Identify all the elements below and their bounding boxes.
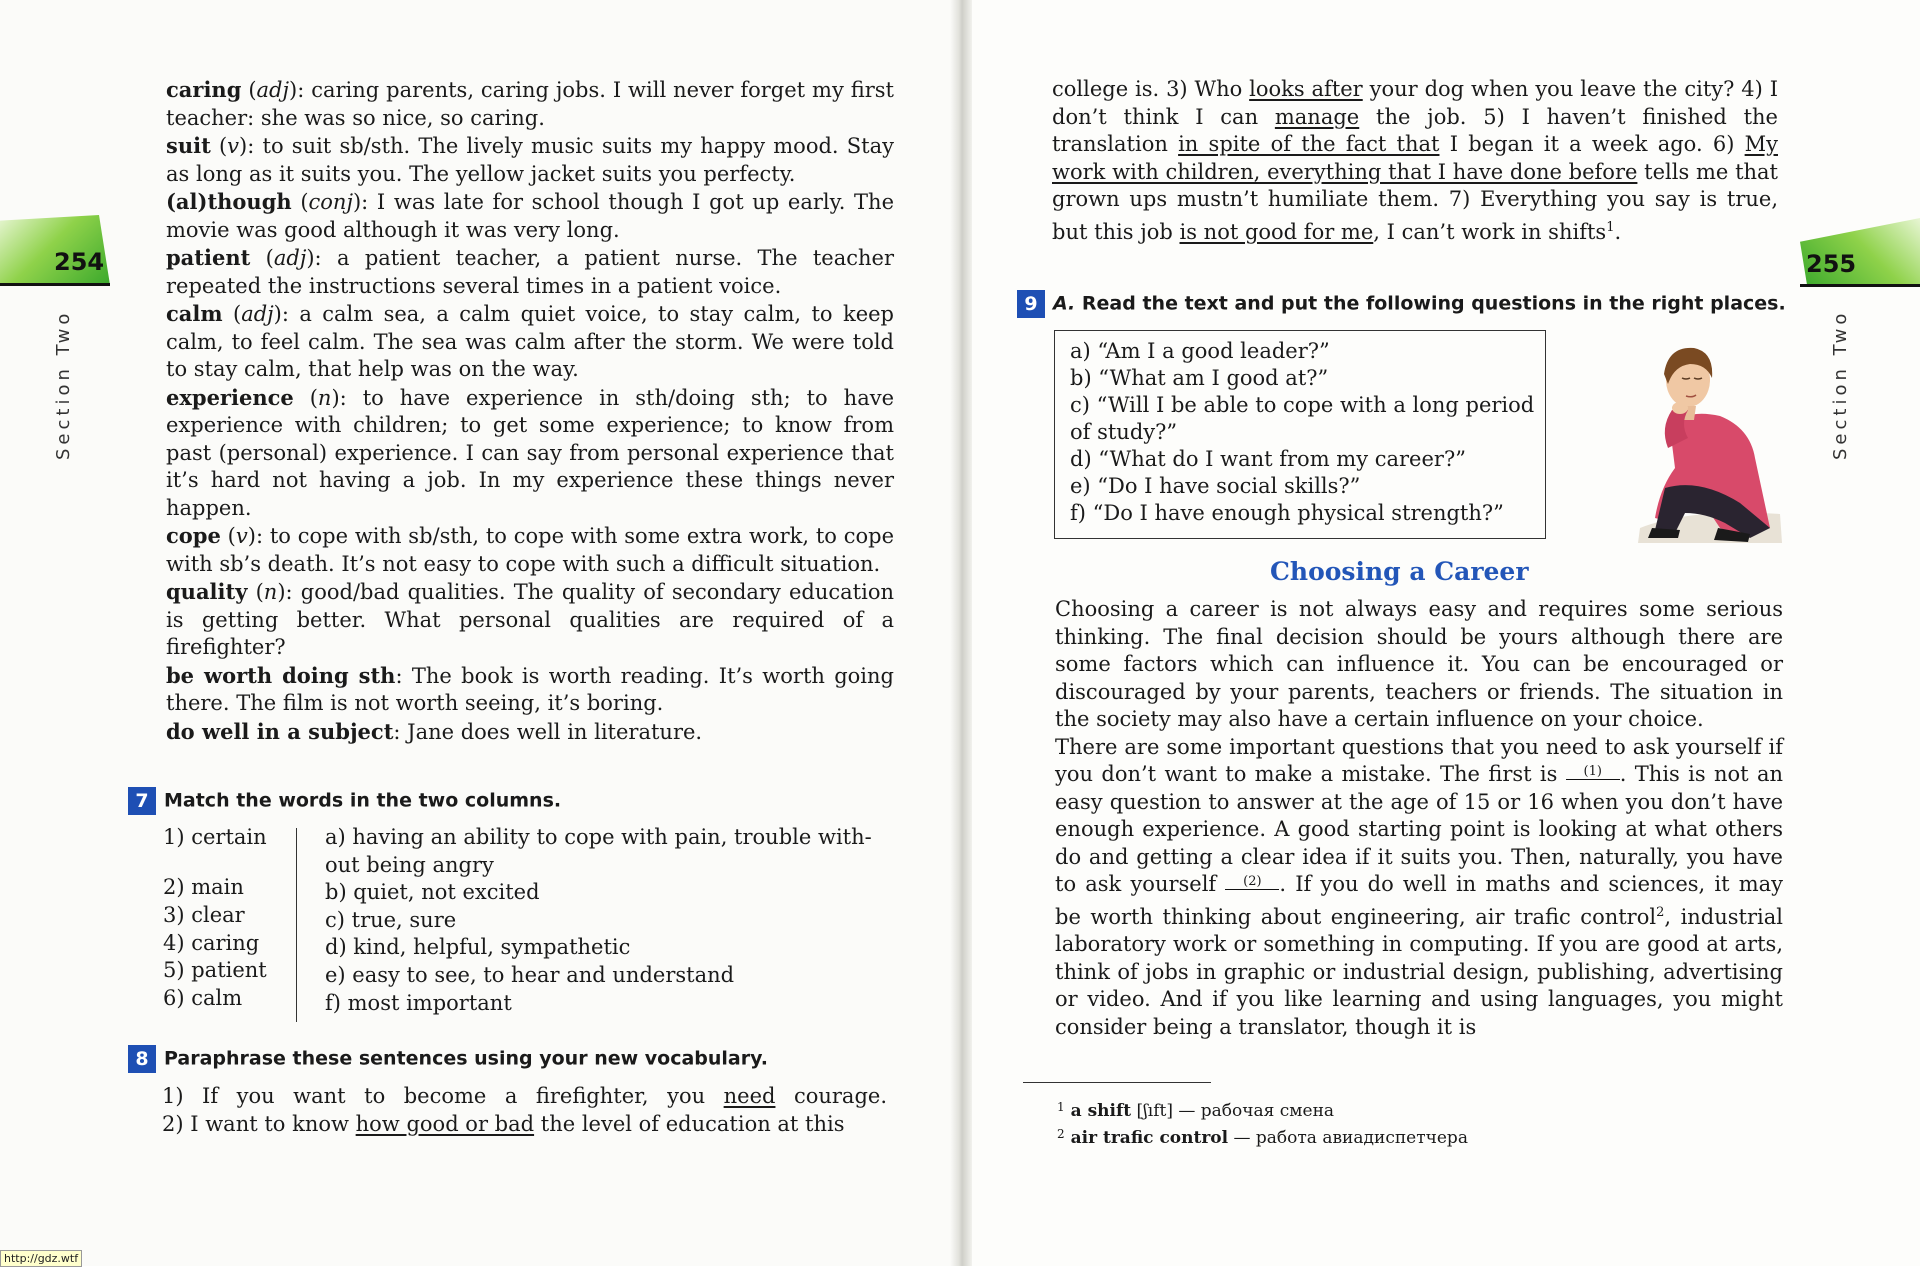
page-number-right: 255: [1806, 250, 1857, 278]
vocab-entry: quality (n): good/bad qualities. The quality of secondary education is getting better. What personal qualities are required of a firefighter?: [166, 579, 894, 659]
match-right-item: c) true, sure: [325, 907, 457, 932]
vocab-definition: : I was late for school though I got up early. The movie was good although it was very long.: [166, 190, 894, 242]
questions-list: [1070, 338, 1540, 527]
vocab-definition: : caring parents, caring jobs. I will never forget my first teacher: she was so nice, so caring.: [166, 78, 894, 130]
article-body: [1055, 596, 1783, 1041]
book-spine: [950, 0, 972, 1266]
question-item: e) “Do I have social skills?”: [1070, 474, 1361, 498]
vocab-entry: experience (n): to have experience in sth/doing sth; to have experience with children; to get some experience; to know from past (personal) experience. I can say from personal experience that it’s hard not having a job. In my experience these things never happen.: [166, 384, 894, 520]
vocab-entry: (al)though (conj): I was late for school though I got up early. The movie was good although it was very long.: [166, 189, 894, 242]
vocab-headword: do well in a subject: [166, 718, 394, 744]
match-left-item: 2) main: [163, 875, 244, 900]
footnote-text: — работа авиадиспетчера: [1228, 1128, 1468, 1148]
task-9-badge: 9: [1017, 290, 1045, 318]
vocab-entry: [166, 718, 894, 747]
vocab-definition: : a patient teacher, a patient nurse. The teacher repeated the instructions several times in a patient voice.: [166, 246, 894, 298]
footnote-term: a shift: [1070, 1101, 1132, 1121]
left-tab-rule: [0, 283, 110, 286]
vocab-entry: suit (v): to suit sb/sth. The lively music suits my happy mood. Stay as long as it suits you. The yellow jacket suits you perfecty.: [166, 133, 894, 186]
footnote-mark: 1: [1057, 1100, 1065, 1114]
match-right-item: d) kind, helpful, sympathetic: [325, 935, 631, 960]
match-right-column: [325, 824, 897, 1017]
vocab-part-of-speech: adj: [241, 302, 274, 326]
task-8-instruction: Paraphrase these sentences using your new vocabulary.: [164, 1047, 768, 1070]
match-right-item: b) quiet, not excited: [325, 880, 540, 905]
task-8-continuation: college is. 3) Who looks after your dog when you leave the city? 4) I don’t think I can manage the job. 5) I haven’t finished the translation in spite of the fact that I began it a week ago. 6) My work with children, everything that I have done before tells me that grown ups mustn’t humiliate them. 7) Everything you say is true, but this job is not good for me, I can’t work in shifts$^1$.: [1052, 77, 1778, 244]
page-number-left: 254: [54, 248, 105, 276]
match-left-item: 5) patient: [163, 958, 267, 983]
task-8-sentence-2: 2) I want to know how good or bad the level of education at this: [162, 1111, 845, 1136]
task-7-badge: 7: [128, 787, 156, 815]
footnote-rule: [1023, 1082, 1211, 1083]
match-column-divider: [296, 828, 297, 1022]
task-9-heading: [1017, 290, 1786, 318]
vocab-definition: : to suit sb/sth. The lively music suits my happy mood. Stay as long as it suits you. The yellow jacket suits you perfecty.: [166, 134, 894, 186]
article-title: Choosing a Career: [1270, 557, 1529, 586]
task-7-instruction: Match the words in the two columns.: [164, 789, 562, 812]
vocab-entry: patient (adj): a patient teacher, a patient nurse. The teacher repeated the instructions several times in a patient voice.: [166, 245, 894, 298]
match-right-item: a) having an ability to cope with pain, trouble with-: [325, 825, 872, 849]
vocab-headword: caring: [166, 77, 242, 102]
match-left-item: [163, 852, 293, 875]
vocab-part-of-speech: conj: [308, 190, 353, 214]
task-8-sentence-1: 1) If you want to become a firefighter, you need courage.: [162, 1084, 887, 1108]
vocab-entry: [166, 662, 894, 718]
question-item: f) “Do I have enough physical strength?”: [1070, 501, 1504, 525]
article-paragraph-2: There are some important questions that you need to ask yourself if you don’t want to make a mistake. The first is (1) . This is not an easy question to answer at the age of 15 or 16 when you don’t have enough experience. A good starting point is looking at what others do and getting a clear idea if it suits you. Then, naturally, you have to ask yourself (2) . If you do well in maths and sciences, it may be worth thinking about engineering, air trafic control$^2$, industrial laboratory work or something in computing. If you are good at arts, think of jobs in graphic or industrial design, publishing, advertising or video. And if you like learning and using languages, you might consider being a translator, though it is: [1055, 734, 1783, 1039]
vocab-headword: calm: [166, 301, 223, 326]
watermark-link[interactable]: http://gdz.wtf: [0, 1250, 82, 1267]
vocab-headword: cope: [166, 523, 221, 548]
section-label-left: Section Two: [53, 309, 74, 460]
match-left-item: 6) calm: [163, 985, 243, 1010]
footnote-mark: 2: [1057, 1127, 1065, 1141]
vocab-part-of-speech: v: [227, 134, 240, 158]
article-paragraph-1: Choosing a career is not always easy and requires some serious thinking. The final decision should be yours although there are some factors which can influence it. You can be encouraged or discouraged by your parents, teachers or friends. The situation in the society may also have a certain influence on your choice.: [1055, 597, 1783, 731]
question-item: d) “What do I want from my career?”: [1070, 447, 1466, 471]
vocab-headword: be worth doing sth: [166, 662, 396, 688]
match-left-item: 1) certain: [163, 825, 267, 849]
vocab-entry: calm (adj): a calm sea, a calm quiet voice, to stay calm, to keep calm, to feel calm. The sea was calm after the storm. We were told to stay calm, that help was on the way.: [166, 301, 894, 381]
task-8-badge: 8: [128, 1045, 156, 1073]
thinking-boy-illustration: [1630, 338, 1788, 543]
vocab-entry: cope (v): to cope with sb/sth, to cope with some extra work, to cope with sb’s death. It’s not easy to cope with such a difficult situation.: [166, 523, 894, 576]
vocab-definition: : Jane does well in literature.: [393, 719, 703, 744]
task-8-heading: [128, 1045, 768, 1073]
question-item: c) “Will I be able to cope with a long period: [1070, 393, 1535, 417]
vocab-headword: experience: [166, 384, 294, 410]
vocab-definition: : to cope with sb/sth, to cope with some extra work, to cope with sb’s death. It’s not easy to cope with such a difficult situation.: [166, 524, 894, 576]
vocab-part-of-speech: n: [317, 385, 332, 410]
footnote-term: air trafic control: [1070, 1128, 1229, 1148]
footnote-text: [ʃıft] — рабочая смена: [1131, 1101, 1335, 1121]
vocab-definition: : to have experience in sth/doing sth; to have experience with children; to get some experience; to know from past (personal) experience. I can say from personal experience that it’s hard not having a job. In my experience these things never happen.: [166, 385, 894, 520]
vocab-definition: : The book is worth reading. It’s worth going there. The film is not worth seeing, it’s boring.: [166, 663, 894, 715]
task-8-sentences: [162, 1083, 887, 1138]
vocab-headword: suit: [166, 133, 211, 158]
vocab-entry: caring (adj): caring parents, caring jobs. I will never forget my first teacher: she was so nice, so caring.: [166, 77, 894, 130]
vocab-part-of-speech: n: [263, 580, 278, 604]
vocabulary-list: [166, 76, 894, 746]
vocab-part-of-speech: v: [235, 524, 248, 548]
task-9-label: A.: [1053, 292, 1076, 315]
task-7-heading: [128, 787, 561, 815]
footnotes: [1057, 1096, 1468, 1150]
vocab-part-of-speech: adj: [273, 246, 307, 270]
vocab-headword: quality: [166, 579, 248, 604]
question-item: a) “Am I a good leader?”: [1070, 339, 1330, 363]
match-right-item: out being angry: [325, 852, 494, 877]
question-item: of study?”: [1070, 420, 1178, 444]
blank-2: (2): [1225, 875, 1279, 890]
match-left-column: [163, 824, 293, 1012]
footnote-item: [1057, 1096, 1468, 1123]
vocab-headword: patient: [166, 245, 251, 270]
vocab-headword: (al)though: [166, 189, 292, 214]
vocab-definition: : good/bad qualities. The quality of secondary education is getting better. What personal qualities are required of a firefighter?: [166, 580, 894, 659]
footnote-item: [1057, 1123, 1468, 1150]
task-9-instruction: Read the text and put the following questions in the right places.: [1081, 292, 1786, 315]
match-right-item: e) easy to see, to hear and understand: [325, 962, 735, 987]
match-right-item: f) most important: [325, 990, 512, 1015]
match-left-item: 4) caring: [163, 930, 260, 955]
vocab-definition: : a calm sea, a calm quiet voice, to stay calm, to keep calm, to feel calm. The sea was calm after the storm. We were told to stay calm, that help was on the way.: [166, 302, 894, 381]
match-left-item: 3) clear: [163, 902, 245, 927]
blank-1: (1): [1566, 765, 1620, 780]
question-item: b) “What am I good at?”: [1070, 366, 1329, 390]
right-tab-rule: [1800, 284, 1920, 287]
section-label-right: Section Two: [1830, 309, 1851, 460]
vocab-part-of-speech: adj: [256, 78, 289, 102]
